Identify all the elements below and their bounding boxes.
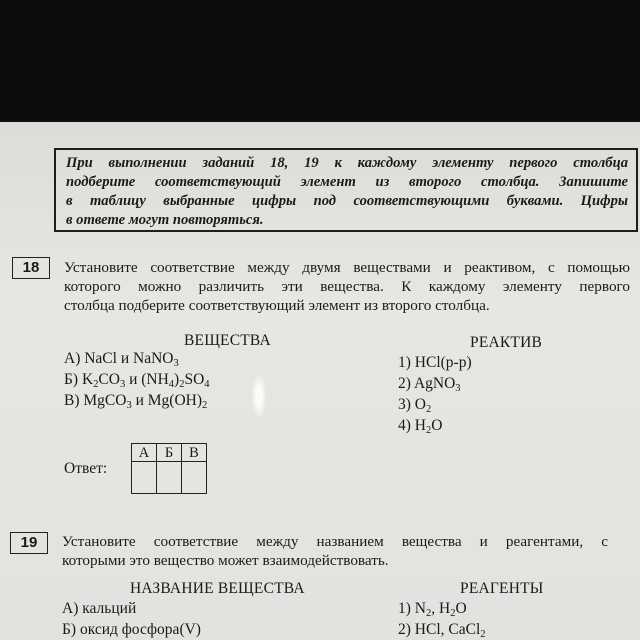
exam-page [0,122,640,640]
answer-header-a: А [132,444,157,462]
paper-smudge [252,374,266,418]
answer-cell-c[interactable] [182,462,207,494]
question-19-text [62,532,608,570]
column-header-substances: ВЕЩЕСТВА [184,332,271,349]
reagents-option-2: 2) HCl, CaCl$_2$ [398,621,486,640]
answer-label: Ответ: [64,460,108,477]
substance-pair-c: В) MgCO$_3$ и $Mg(OH)_2$ [64,392,208,411]
answer-header-c: В [182,444,207,462]
question-text-line: столбца подберите соответствующий элемент из второго столбца. [64,297,490,314]
question-text-line: Установите соответствие между двумя веществами и реактивом, с помощью [64,259,630,276]
answer-header-b: Б [157,444,182,462]
question-18-number: 18 [12,257,50,279]
reagent-option-2: 2) AgNO$_3$ [398,375,461,394]
substance-name-a: А) кальций [62,600,137,617]
instruction-line: При выполнении заданий 18, 19 к каждому элементу первого столбца [66,155,628,171]
question-text-line: которыми это вещество может взаимодействовать. [62,552,389,569]
instruction-line: в таблицу выбранные цифры под соответствующими буквами. Цифры [66,193,628,209]
answer-table [131,443,207,494]
column-header-substance-name: НАЗВАНИЕ ВЕЩЕСТВА [130,580,305,597]
answer-cell-a[interactable] [132,462,157,494]
reagents-option-1: 1) $N_2$, $H_2O$ [398,600,467,619]
substance-pair-a: А) NaCl и NaNO$_3$ [64,350,179,369]
question-18-text [64,258,630,315]
answer-cell-b[interactable] [157,462,182,494]
substance-pair-b: Б) $K_2CO_3$ и $(NH_4)_2SO_4$ [64,371,210,390]
reagent-option-3: 3) $O_2$ [398,396,432,415]
reagent-option-1: 1) HCl(р-р) [398,354,472,371]
question-19-number: 19 [10,532,48,554]
column-header-reagent: РЕАКТИВ [470,334,543,351]
substance-name-b: Б) оксид фосфора(V) [62,621,201,638]
instruction-line: в ответе могут повторяться. [66,212,264,228]
instruction-box [54,148,638,232]
question-text-line: Установите соответствие между названием вещества и реагентами, с [62,533,608,550]
instruction-line: подберите соответствующий элемент из второго столбца. Запишите [66,174,628,190]
column-header-reagents: РЕАГЕНТЫ [460,580,544,597]
question-text-line: которого можно различить эти вещества. К каждому элементу первого [64,278,630,295]
reagent-option-4: 4) $H_2O$ [398,417,443,436]
